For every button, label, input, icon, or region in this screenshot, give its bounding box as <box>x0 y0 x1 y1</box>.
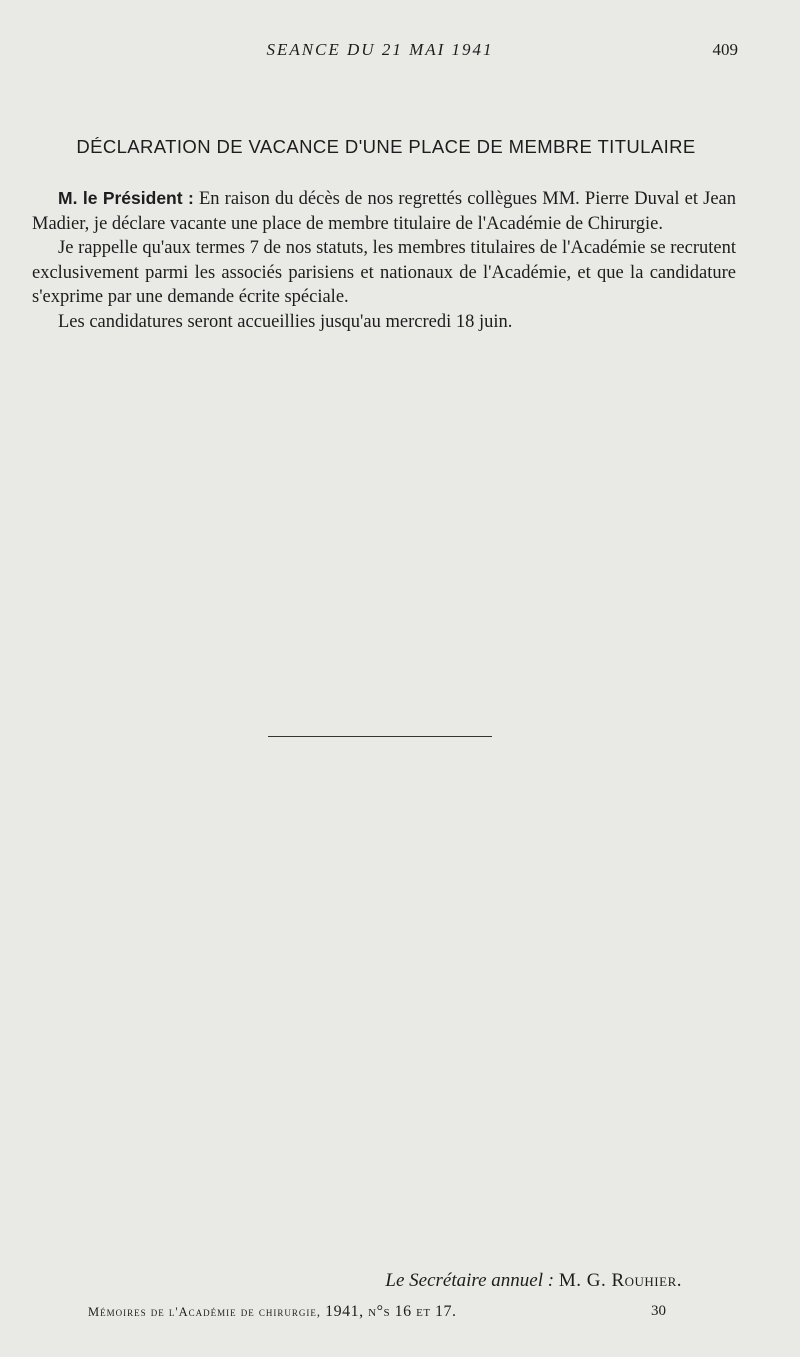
separator-rule <box>268 736 492 737</box>
signature-name: M. G. Rouhier. <box>558 1270 682 1291</box>
signature-role: Le Secrétaire annuel : <box>385 1270 555 1291</box>
footer-sheet-number: 30 <box>651 1303 666 1319</box>
running-header <box>0 40 800 66</box>
signature <box>300 1270 682 1292</box>
footer-journal-title: Mémoires de l'Académie de chirurgie, <box>88 1305 322 1319</box>
footer-journal <box>88 1303 457 1321</box>
page-footer <box>0 1303 800 1327</box>
paragraph-1-text: En raison du décès de nos regrettés collègues MM. Pierre Duval et Jean Madier, je déclare vacante une place de membre titulaire de l'Académie de Chirurgie. <box>32 189 736 234</box>
running-title: SEANCE DU 21 MAI 1941 <box>266 40 494 59</box>
body-text <box>32 186 736 334</box>
section-heading: DÉCLARATION DE VACANCE D'UNE PLACE DE MEMBRE TITULAIRE <box>76 136 696 157</box>
paragraph-declaration <box>32 186 736 236</box>
paragraph-statutes: Je rappelle qu'aux termes 7 de nos statuts, les membres titulaires de l'Académie se recrutent exclusivement parmi les associés parisiens et nationaux de l'Académie, et que la candidature s'exprime par une demande écrite spéciale. <box>32 238 736 307</box>
footer-issue: 1941, n°s 16 et 17. <box>325 1303 457 1320</box>
paragraph-candidatures: Les candidatures seront accueillies jusqu'au mercredi 18 juin. <box>58 311 513 332</box>
page-number: 409 <box>712 40 738 59</box>
speaker-label: M. le Président : <box>58 188 194 208</box>
